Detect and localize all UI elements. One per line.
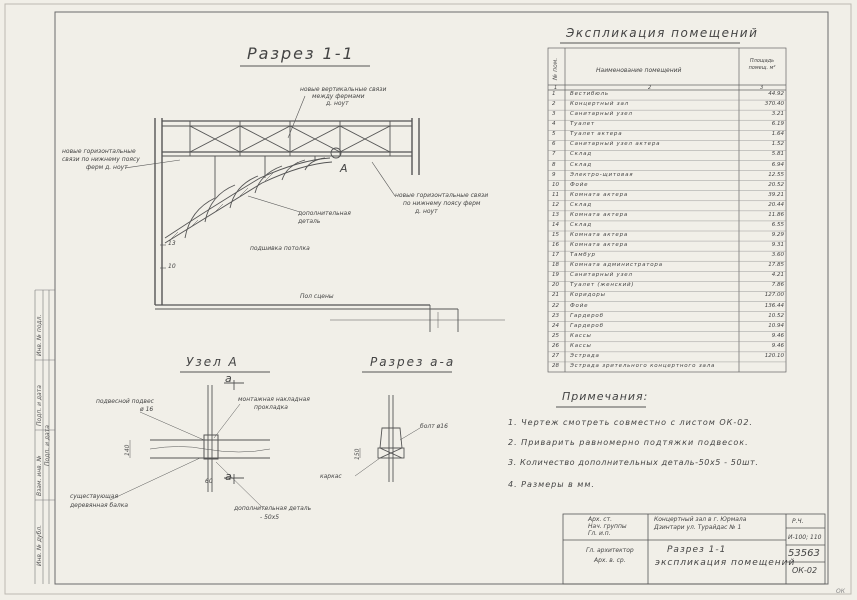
- note-line: между фермами: [312, 93, 365, 100]
- title-block-stage: Р.Ч.: [792, 518, 804, 525]
- note-line: новые вертикальные связи: [300, 86, 387, 93]
- room-name: Электро-щитовая: [570, 171, 634, 178]
- author-line: Гл. архитектор: [586, 547, 634, 554]
- note-suspension: [96, 398, 154, 414]
- room-number: 1: [552, 91, 556, 97]
- strip-label-1: Инв. № подл.: [36, 314, 43, 356]
- drawing-title-line: Разрез 1-1: [667, 545, 727, 555]
- room-area: 9.46: [771, 342, 784, 349]
- room-area: 127.00: [764, 292, 784, 299]
- room-name: Комната актера: [570, 232, 629, 238]
- title-block-object: [654, 516, 746, 532]
- strip-label-4: Инв. № дубл.: [36, 524, 43, 566]
- note-line: прокладка: [254, 404, 288, 411]
- room-table-header-name: Наименование помещений: [596, 67, 682, 74]
- room-name: Эстрада: [570, 352, 600, 359]
- room-area: 136.44: [764, 302, 784, 309]
- notes-title: Примечания:: [562, 390, 649, 403]
- room-name: Туалет актера: [570, 131, 623, 138]
- room-name: Кассы: [570, 332, 592, 339]
- room-number: 11: [552, 191, 559, 198]
- dim-h1: 13: [168, 240, 176, 247]
- room-area: 9.31: [771, 242, 784, 249]
- note-line: новые горизонтальные связи: [395, 192, 489, 199]
- dim-node-2: 60: [205, 478, 213, 485]
- room-area: 9.29: [771, 232, 784, 238]
- note-frame: каркас: [320, 473, 342, 480]
- note-floor: Пол сцены: [300, 293, 334, 300]
- room-area: 20.44: [768, 201, 784, 208]
- note-line: существующая: [70, 493, 119, 500]
- node-a-title: Узел А: [186, 355, 239, 369]
- room-name: Санитарный узел: [570, 272, 633, 279]
- section-aa-drawing: [355, 395, 420, 482]
- note-additional-detail: [298, 210, 351, 226]
- room-area: 370.40: [764, 101, 784, 108]
- note-line: монтажная накладная: [238, 396, 310, 403]
- room-name: Комната администратора: [570, 262, 663, 269]
- room-number: 19: [552, 272, 559, 279]
- room-area: 3.21: [771, 111, 784, 118]
- note-mount: [238, 396, 310, 412]
- room-number: 2: [552, 101, 556, 108]
- corner-mark: ОК: [836, 588, 845, 595]
- room-name: Туалет: [570, 121, 595, 128]
- room-area: 20.52: [768, 181, 784, 188]
- strip-label-5: Подп. и дата: [44, 425, 51, 466]
- section-aa-underline: [362, 370, 452, 374]
- note-line: д. ноут: [326, 100, 349, 107]
- room-name: Концертный зал: [570, 101, 629, 108]
- room-number: 3: [552, 111, 556, 118]
- title-block-roles: [588, 516, 627, 537]
- title-block-author: [586, 546, 634, 566]
- room-name: Фойе: [570, 181, 589, 188]
- role-line: Гл. и.п.: [588, 530, 611, 537]
- marker-a-top: а: [225, 372, 232, 385]
- dim-h2: 10: [168, 263, 176, 270]
- marker-a-bottom: а: [225, 470, 232, 483]
- room-table-header-num: № пом.: [552, 57, 559, 80]
- room-number: 13: [552, 211, 559, 218]
- room-area: 12.55: [768, 171, 784, 178]
- room-area: 17.85: [768, 262, 784, 269]
- room-number: 27: [552, 352, 559, 359]
- room-number: 15: [552, 232, 559, 238]
- room-name: Фойе: [570, 302, 589, 309]
- note-line: ø 16: [140, 406, 154, 413]
- note-ceiling: подшивка потолка: [250, 245, 310, 252]
- room-area: 44.92: [768, 91, 784, 97]
- room-number: 18: [552, 262, 559, 269]
- room-name: Комната актера: [570, 242, 629, 249]
- note-line: ферм д. ноут: [86, 164, 128, 171]
- note-vertical-ties: [300, 86, 386, 107]
- room-number: 14: [552, 221, 559, 228]
- room-number: 17: [552, 252, 559, 259]
- room-number: 21: [552, 292, 559, 299]
- role-line: Арх. ст.: [588, 516, 612, 523]
- note-line: подвесной подвес: [96, 398, 154, 405]
- note-line: по нижнему поясу ферм: [403, 200, 481, 207]
- title-block-sheet: ОК-02: [792, 566, 818, 575]
- note-item-3: 3. Количество дополнительных деталь-50х5 - 50шт.: [508, 458, 759, 467]
- room-table-index-2: 2: [648, 85, 652, 91]
- room-name: Санитарный узел актера: [570, 141, 661, 148]
- note-line: д. ноут: [415, 208, 438, 215]
- object-line: Концертный зал в г. Юрмала: [654, 516, 747, 523]
- strip-label-2: Подп. и дата: [36, 385, 43, 426]
- room-table-header-area: Площадь помещ. м²: [748, 58, 776, 71]
- section-title-underline: [240, 64, 370, 68]
- room-number: 28: [552, 362, 559, 369]
- title-block-drawing-title: [655, 544, 795, 570]
- room-name: Склад: [570, 201, 592, 208]
- room-name: Гардероб: [570, 312, 604, 319]
- room-area: 3.60: [771, 252, 784, 259]
- room-area: 4.21: [771, 272, 784, 279]
- note-line: новые горизонтальные: [62, 148, 136, 155]
- drawing-title-line: экспликация помещений: [655, 558, 796, 568]
- room-name: Склад: [570, 151, 592, 158]
- note-line: деталь: [298, 218, 321, 225]
- object-line: Дзинтари ул. Турайдас № 1: [654, 524, 742, 531]
- room-name: Комната актера: [570, 191, 629, 198]
- note-line: связи по нижнему поясу: [62, 156, 140, 163]
- room-table-title: Экспликация помещений: [566, 26, 759, 40]
- room-name: Вестибюль: [570, 91, 609, 97]
- note-item-1: 1. Чертеж смотреть совместно с листом ОК-02.: [508, 418, 753, 427]
- note-horizontal-ties-left: [62, 148, 140, 172]
- room-name: Эстрада зрительного концертного зала: [570, 362, 716, 369]
- room-number: 6: [552, 141, 556, 148]
- room-name: Склад: [570, 161, 592, 168]
- dim-node: 140: [124, 444, 131, 456]
- room-number: 7: [552, 151, 556, 158]
- room-area: 10.52: [768, 312, 784, 319]
- room-number: 16: [552, 242, 559, 249]
- room-area: 6.55: [771, 221, 784, 228]
- room-area: 7.86: [771, 282, 784, 289]
- note-node-additional: [234, 504, 311, 522]
- author-line: Арх. в. ср.: [594, 557, 626, 564]
- room-name: Кассы: [570, 342, 592, 349]
- room-number: 4: [552, 121, 556, 128]
- room-number: 5: [552, 131, 556, 138]
- note-line: дополнительная деталь: [234, 505, 312, 512]
- note-line: дополнительная: [298, 210, 351, 217]
- title-block-code: И-100; 110: [788, 534, 822, 541]
- room-name: Комната актера: [570, 211, 629, 218]
- room-name: Коридоры: [570, 292, 606, 299]
- room-number: 12: [552, 201, 559, 208]
- room-number: 26: [552, 342, 559, 349]
- notes-title-underline: [556, 405, 646, 409]
- room-number: 8: [552, 161, 556, 168]
- room-name: Гардероб: [570, 322, 604, 329]
- room-area: 9.46: [771, 332, 784, 339]
- room-area: 6.94: [771, 161, 784, 168]
- room-area: 11.86: [768, 211, 784, 218]
- room-area: 1.64: [771, 131, 784, 138]
- marker-a: А: [340, 162, 348, 175]
- room-number: 23: [552, 312, 559, 319]
- room-number: 9: [552, 171, 556, 178]
- note-item-2: 2. Приварить равномерно подтяжки подвесок.: [508, 438, 749, 447]
- note-line: - 50х5: [260, 514, 280, 521]
- room-name: Склад: [570, 221, 592, 228]
- title-block-number: 53563: [788, 548, 820, 559]
- room-area: 120.10: [764, 352, 784, 359]
- note-bolt: болт ø16: [420, 423, 448, 430]
- strip-label-3: Взам. инв. №: [36, 455, 43, 496]
- room-name: Туалет (женский): [570, 282, 635, 289]
- role-line: Нач. группы: [588, 523, 627, 530]
- room-table-index-1: 1: [554, 85, 558, 91]
- room-area: 10.94: [768, 322, 784, 329]
- room-name: Санитарный узел: [570, 111, 633, 118]
- note-line: деревянная балка: [70, 502, 129, 509]
- room-table-index-3: 3: [760, 85, 764, 91]
- room-area: 6.19: [771, 121, 784, 128]
- note-wood-beam: [70, 492, 128, 510]
- room-number: 25: [552, 332, 559, 339]
- room-number: 24: [552, 322, 559, 329]
- room-number: 20: [552, 282, 559, 289]
- room-area: 5.81: [771, 151, 784, 158]
- room-area: 39.21: [768, 191, 784, 198]
- section-1-1-title: Разрез 1-1: [247, 44, 355, 63]
- section-aa-title: Разрез а-а: [370, 355, 456, 369]
- room-name: Тамбур: [570, 252, 596, 259]
- room-area: 1.52: [771, 141, 784, 148]
- room-number: 10: [552, 181, 559, 188]
- note-horizontal-ties-right: [395, 192, 488, 216]
- room-table-title-underline: [560, 41, 740, 45]
- dim-aa: 150: [354, 448, 361, 460]
- room-number: 22: [552, 302, 559, 309]
- note-item-4: 4. Размеры в мм.: [508, 480, 595, 489]
